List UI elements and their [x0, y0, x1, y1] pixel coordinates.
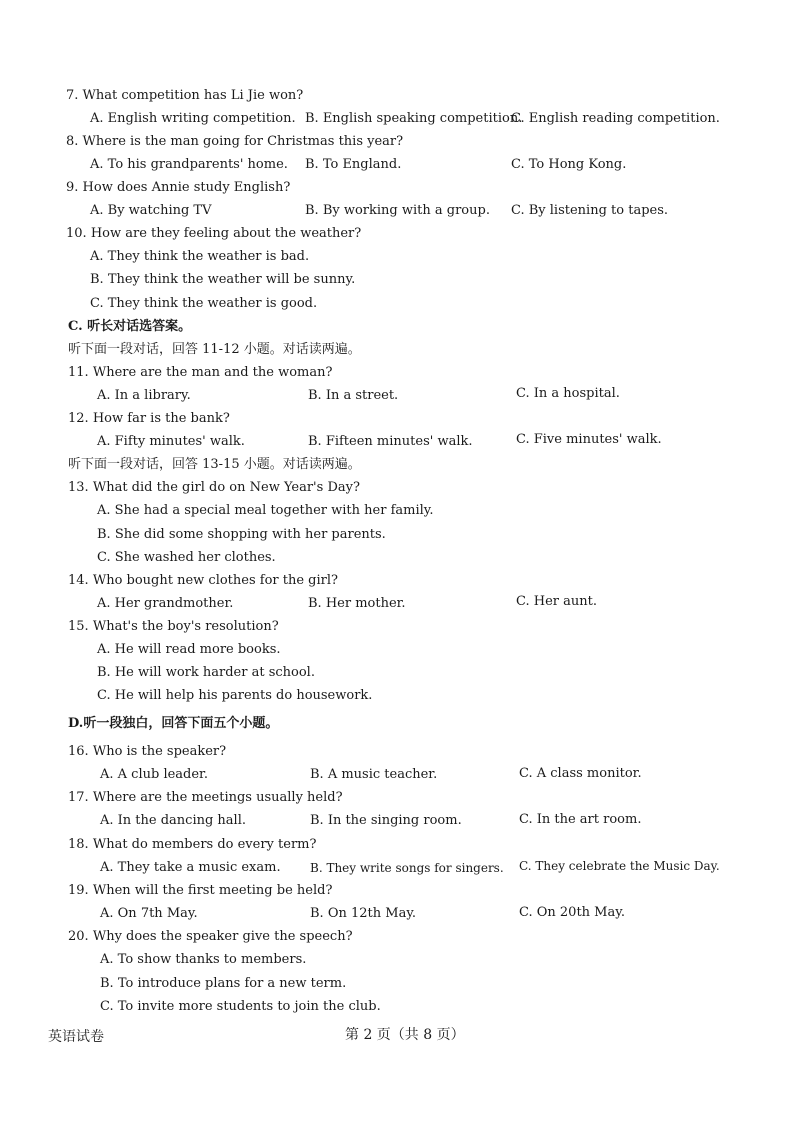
- q16-option-a: A. A club leader.: [100, 767, 208, 782]
- q17-option-b: B. In the singing room.: [310, 813, 462, 828]
- q11-option-c: C. In a hospital.: [516, 386, 620, 401]
- q20-option-b: B. To introduce plans for a new term.: [100, 976, 347, 991]
- question-14: 14. Who bought new clothes for the girl?: [68, 573, 339, 588]
- question-20: 20. Why does the speaker give the speech?: [68, 929, 353, 944]
- q14-option-c: C. Her aunt.: [516, 594, 597, 609]
- q8-option-c: C. To Hong Kong.: [511, 157, 627, 172]
- q9-option-a: A. By watching TV: [90, 203, 212, 218]
- section-d-title: D.听一段独白，回答下面五个小题。: [68, 716, 279, 731]
- q14-option-a: A. Her grandmother.: [97, 596, 234, 611]
- section-c-instruction-2: 听下面一段对话，回答 13-15 小题。对话读两遍。: [68, 457, 361, 472]
- question-9: 9. How does Annie study English?: [66, 180, 291, 195]
- q18-option-b: B. They write songs for singers.: [310, 861, 504, 875]
- q12-option-a: A. Fifty minutes' walk.: [97, 434, 245, 449]
- q9-option-c: C. By listening to tapes.: [511, 203, 669, 218]
- q15-option-b: B. He will work harder at school.: [97, 665, 315, 680]
- q18-option-c: C. They celebrate the Music Day.: [519, 859, 720, 873]
- q10-option-b: B. They think the weather will be sunny.: [90, 272, 356, 287]
- q11-option-a: A. In a library.: [97, 388, 191, 403]
- q17-option-a: A. In the dancing hall.: [100, 813, 246, 828]
- q15-option-a: A. He will read more books.: [97, 642, 281, 657]
- q20-option-a: A. To show thanks to members.: [100, 952, 307, 967]
- q10-option-a: A. They think the weather is bad.: [90, 249, 310, 264]
- question-7: 7. What competition has Li Jie won?: [66, 88, 304, 103]
- question-12: 12. How far is the bank?: [68, 411, 230, 426]
- q8-option-a: A. To his grandparents' home.: [90, 157, 288, 172]
- section-c-instruction-1: 听下面一段对话，回答 11-12 小题。对话读两遍。: [68, 342, 361, 357]
- q7-option-c: C. English reading competition.: [511, 111, 720, 126]
- q16-option-c: C. A class monitor.: [519, 766, 642, 781]
- q15-option-c: C. He will help his parents do housework.: [97, 688, 373, 703]
- question-19: 19. When will the first meeting be held?: [68, 883, 333, 898]
- q16-option-b: B. A music teacher.: [310, 767, 438, 782]
- question-16: 16. Who is the speaker?: [68, 744, 227, 759]
- q12-option-b: B. Fifteen minutes' walk.: [308, 434, 473, 449]
- q11-option-b: B. In a street.: [308, 388, 399, 403]
- q13-option-b: B. She did some shopping with her parents.: [97, 527, 386, 542]
- q14-option-b: B. Her mother.: [308, 596, 406, 611]
- q13-option-a: A. She had a special meal together with her family.: [97, 503, 434, 518]
- q7-option-b: B. English speaking competition.: [305, 111, 523, 126]
- footer-subject: 英语试卷: [48, 1029, 104, 1045]
- q7-option-a: A. English writing competition.: [90, 111, 296, 126]
- q13-option-c: C. She washed her clothes.: [97, 550, 276, 565]
- question-13: 13. What did the girl do on New Year's Day?: [68, 480, 360, 495]
- question-15: 15. What's the boy's resolution?: [68, 619, 279, 634]
- q19-option-b: B. On 12th May.: [310, 906, 417, 921]
- q9-option-b: B. By working with a group.: [305, 203, 490, 218]
- q17-option-c: C. In the art room.: [519, 812, 642, 827]
- question-18: 18. What do members do every term?: [68, 837, 317, 852]
- q12-option-c: C. Five minutes' walk.: [516, 432, 662, 447]
- question-8: 8. Where is the man going for Christmas this year?: [66, 134, 404, 149]
- q19-option-c: C. On 20th May.: [519, 905, 625, 920]
- section-c-title: C. 听长对话选答案。: [68, 319, 192, 334]
- q8-option-b: B. To England.: [305, 157, 402, 172]
- q18-option-a: A. They take a music exam.: [100, 860, 281, 875]
- question-10: 10. How are they feeling about the weather?: [66, 226, 362, 241]
- question-11: 11. Where are the man and the woman?: [68, 365, 333, 380]
- q10-option-c: C. They think the weather is good.: [90, 296, 318, 311]
- q19-option-a: A. On 7th May.: [100, 906, 198, 921]
- footer-page-number: 第 2 页（共 8 页）: [345, 1027, 465, 1043]
- q20-option-c: C. To invite more students to join the club.: [100, 999, 381, 1014]
- question-17: 17. Where are the meetings usually held?: [68, 790, 343, 805]
